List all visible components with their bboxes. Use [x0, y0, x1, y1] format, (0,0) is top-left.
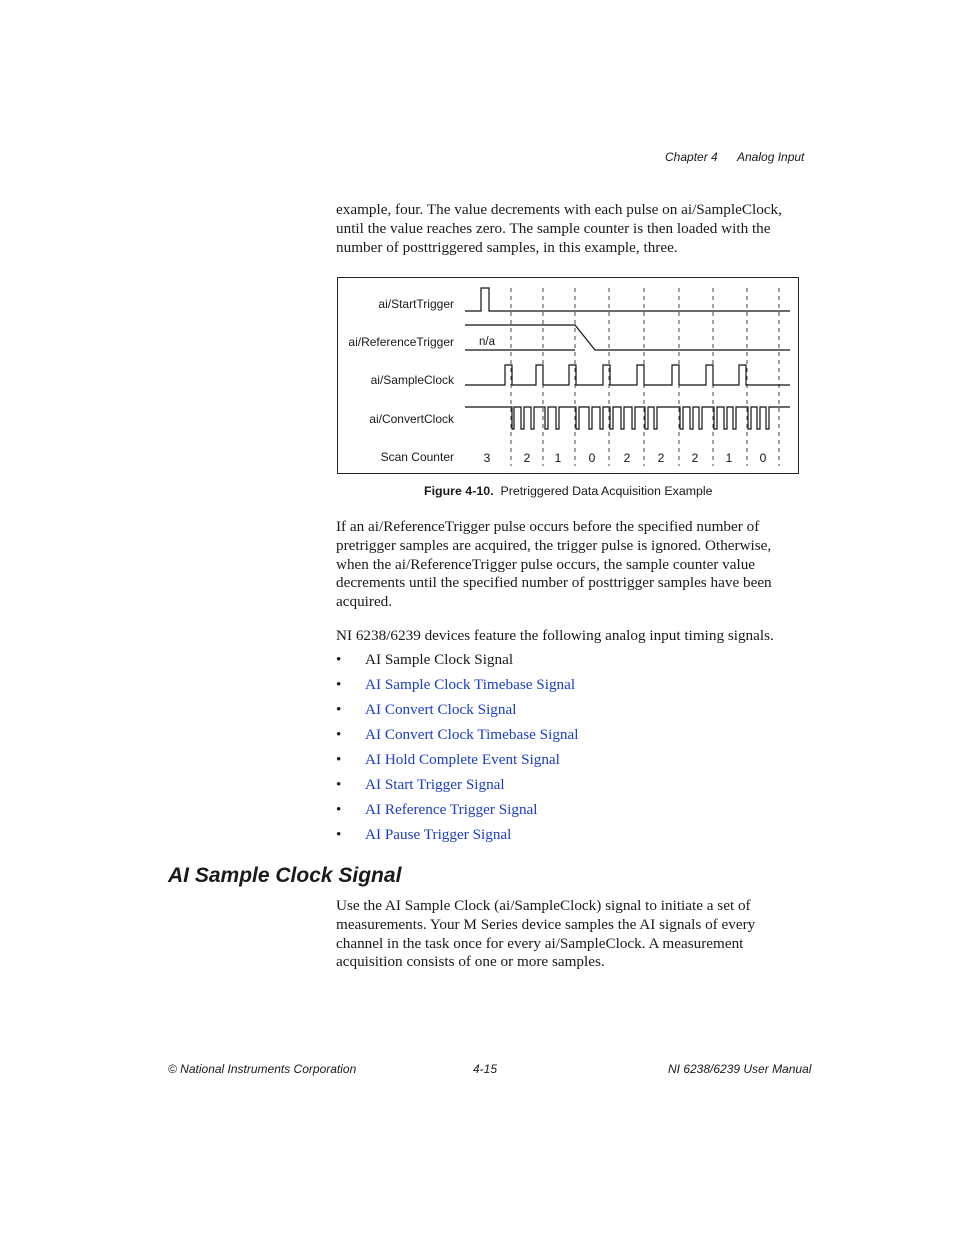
label-scan-counter: Scan Counter: [380, 450, 454, 464]
link-ai-pause-trigger[interactable]: AI Pause Trigger Signal: [365, 826, 512, 843]
list-item: [336, 801, 578, 826]
scan-counter-value: 0: [759, 451, 767, 465]
scan-counter-value: 0: [588, 451, 596, 465]
na-label: n/a: [479, 336, 495, 348]
scan-counter-value: 2: [657, 451, 665, 465]
header-section: Analog Input: [737, 150, 805, 164]
link-ai-sample-clock-timebase[interactable]: AI Sample Clock Timebase Signal: [365, 676, 576, 693]
figure-caption: [424, 484, 713, 498]
scan-counter-value: 2: [623, 451, 631, 465]
bullet: •: [336, 651, 342, 668]
scan-counter-value: 3: [483, 451, 491, 465]
label-start-trigger: ai/StartTrigger: [378, 297, 454, 311]
label-convert-clock: ai/ConvertClock: [369, 412, 454, 426]
footer-right: NI 6238/6239 User Manual: [668, 1062, 812, 1076]
bullet: •: [336, 801, 342, 818]
footer-page-number: 4-15: [473, 1062, 498, 1076]
bullet: •: [336, 776, 342, 793]
paragraph-reference-trigger: If an ai/ReferenceTrigger pulse occurs before the specified number of pretrigger samples are acquired, the trigger pulse is ignored. Otherwise, when the ai/ReferenceTrigger pulse occurs, the sample counter value decrements until the specified number of posttrigger samples have been acquired.: [336, 518, 772, 611]
link-ai-reference-trigger[interactable]: AI Reference Trigger Signal: [365, 801, 538, 818]
bullet: •: [336, 751, 342, 768]
footer-left: © National Instruments Corporation: [168, 1062, 357, 1076]
list-item: [336, 651, 578, 676]
list-item: [336, 826, 578, 851]
list-item: [336, 776, 578, 801]
label-sample-clock: ai/SampleClock: [370, 373, 454, 387]
label-reference-trigger: ai/ReferenceTrigger: [348, 335, 454, 349]
header-chapter: Chapter 4: [665, 150, 718, 164]
section-heading: AI Sample Clock Signal: [168, 864, 402, 887]
list-item: [336, 701, 578, 726]
scan-counter-value: 2: [691, 451, 699, 465]
section-paragraph: Use the AI Sample Clock (ai/SampleClock) signal to initiate a set of measurements. Your M Series device samples the AI signals of every channel in the task once for every ai/SampleClock. A measurement acquisition consists of one or more samples.: [336, 897, 756, 971]
scan-counter-value: 1: [725, 451, 733, 465]
link-ai-convert-clock-timebase[interactable]: AI Convert Clock Timebase Signal: [365, 726, 579, 743]
start-trigger-waveform: [465, 288, 790, 311]
scan-counter-value: 1: [554, 451, 562, 465]
reference-trigger-waveform: [465, 325, 790, 350]
link-ai-convert-clock[interactable]: AI Convert Clock Signal: [365, 701, 517, 718]
signal-ai-sample-clock: AI Sample Clock Signal: [365, 651, 514, 668]
bullet: •: [336, 826, 342, 843]
bullet: •: [336, 726, 342, 743]
caption-text: Pretriggered Data Acquisition Example: [500, 484, 713, 498]
bullet: •: [336, 676, 342, 693]
list-item: [336, 726, 578, 751]
timing-signals-list: [336, 651, 578, 851]
link-ai-start-trigger[interactable]: AI Start Trigger Signal: [365, 776, 505, 793]
convert-clock-waveform: [465, 407, 790, 429]
timing-diagram: [337, 277, 799, 474]
list-item: [336, 751, 578, 776]
paragraph-timing-signals-intro: NI 6238/6239 devices feature the following analog input timing signals.: [336, 627, 774, 644]
scan-counter-value: 2: [523, 451, 531, 465]
intro-paragraph: example, four. The value decrements with each pulse on ai/SampleClock, until the value reaches zero. The sample counter is then loaded with the number of posttriggered samples, in this example, three.: [336, 201, 782, 256]
caption-number: Figure 4-10.: [424, 484, 494, 498]
sample-clock-waveform: [465, 365, 790, 385]
list-item: [336, 676, 578, 701]
bullet: •: [336, 701, 342, 718]
link-ai-hold-complete-event[interactable]: AI Hold Complete Event Signal: [365, 751, 560, 768]
